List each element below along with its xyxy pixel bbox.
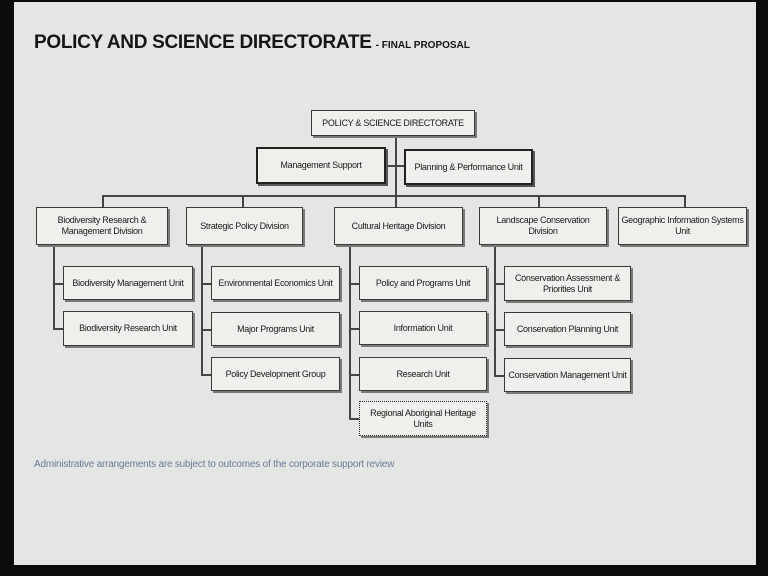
- connector: [349, 245, 351, 419]
- footnote: Administrative arrangements are subject to outcomes of the corporate support review: [34, 459, 395, 470]
- node-label: Management Support: [280, 160, 362, 170]
- node-unit: [504, 266, 631, 301]
- slide: [14, 2, 756, 565]
- node-root: [311, 110, 475, 136]
- connector: [494, 245, 496, 376]
- node-label: Conservation Assessment & Priorities Unit: [514, 272, 621, 294]
- connector: [349, 283, 359, 285]
- connector: [102, 195, 104, 207]
- subtitle: - FINAL PROPOSAL: [375, 40, 470, 51]
- node-management-support: [256, 147, 386, 184]
- node-label: Biodiversity Research Unit: [79, 323, 177, 333]
- connector: [494, 283, 504, 285]
- node-unit: [504, 358, 631, 392]
- connector: [684, 195, 686, 207]
- connector: [53, 328, 63, 330]
- connector: [242, 195, 244, 207]
- node-division: [618, 207, 747, 245]
- node-unit: [63, 266, 193, 300]
- node-label: Policy Development Group: [225, 368, 326, 379]
- connector: [349, 328, 359, 330]
- node-unit: [211, 266, 340, 300]
- title-text: POLICY AND SCIENCE DIRECTORATE: [34, 32, 372, 53]
- node-unit: [211, 312, 340, 346]
- connector: [494, 375, 504, 377]
- node-label: Landscape Conservation Division: [496, 215, 590, 236]
- connector: [538, 195, 540, 207]
- node-label: Conservation Management Unit: [508, 369, 627, 380]
- node-label: Biodiversity Management Unit: [72, 277, 184, 288]
- connector: [53, 283, 63, 285]
- node-planning-performance: [404, 149, 533, 185]
- connector: [201, 329, 211, 331]
- node-division: [186, 207, 303, 245]
- node-unit: [63, 311, 193, 346]
- connector: [386, 165, 404, 167]
- page-title: [34, 32, 470, 54]
- node-label: Information Unit: [393, 322, 453, 333]
- node-label: Strategic Policy Division: [200, 220, 289, 231]
- connector: [395, 195, 397, 207]
- node-unit: [359, 311, 487, 345]
- connector: [494, 329, 504, 331]
- node-label: Planning & Performance Unit: [414, 161, 523, 172]
- node-division: [334, 207, 463, 245]
- connector: [102, 195, 686, 197]
- node-label: Regional Aboriginal Heritage Units: [370, 407, 476, 429]
- node-division: [479, 207, 607, 245]
- node-label: Environmental Economics Unit: [218, 277, 333, 288]
- node-label: Policy and Programs Unit: [375, 277, 471, 288]
- node-label: Research Unit: [396, 368, 450, 379]
- node-unit: [359, 357, 487, 391]
- node-unit: [504, 312, 631, 346]
- node-unit: [359, 401, 487, 436]
- connector: [201, 283, 211, 285]
- connector: [349, 374, 359, 376]
- node-unit: [359, 266, 487, 300]
- connector: [201, 245, 203, 375]
- node-label: Conservation Planning Unit: [516, 323, 619, 334]
- node-label: POLICY & SCIENCE DIRECTORATE: [322, 117, 464, 128]
- connector: [201, 374, 211, 376]
- connector: [53, 245, 55, 329]
- node-label: Major Programs Unit: [237, 323, 314, 334]
- node-division: [36, 207, 168, 245]
- node-label: Biodiversity Research & Management Division: [57, 215, 147, 236]
- connector: [349, 418, 359, 420]
- node-unit: [211, 357, 340, 391]
- node-label: Geographic Information Systems Unit: [621, 215, 744, 236]
- node-label: Cultural Heritage Division: [351, 220, 446, 231]
